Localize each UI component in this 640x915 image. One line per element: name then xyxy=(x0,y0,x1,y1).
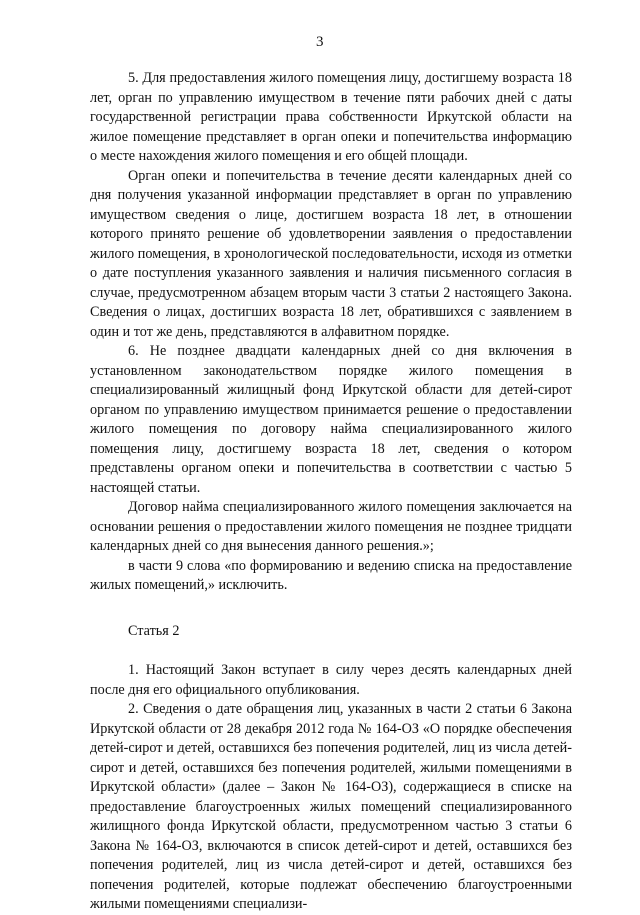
document-body xyxy=(90,69,572,915)
paragraph-part9-amendment: в части 9 слова «по формированию и ведению списка на предоставление жилых помещений,» исключить. xyxy=(90,557,572,593)
page-number: 3 xyxy=(316,34,324,50)
paragraph-guardianship: Орган опеки и попечительства в течение десяти календарных дней со дня получения указанной информации представляет в орган по управлению имуществом сведения о лице, достигшем возраста 18 лет, в отношении которого принято решение об удовлетворении заявления о предоставлении жилого помещения, в хронологической последовательности, исходя из отметки о дате поступления указанного заявления и наличия письменного согласия в случае, предусмотренном абзацем вторым части 3 статьи 2 настоящего Закона. Сведения о лицах, достигших возраста 18 лет, обратившихся с заявлением в один и тот же день, представляются в алфавитном порядке. xyxy=(90,167,572,340)
paragraph-part5: 5. Для предоставления жилого помещения лицу, достигшему возраста 18 лет, орган по управлению имуществом в течение пяти рабочих дней с даты государственной регистрации права собственности Иркутской области на жилое помещение представляет в орган опеки и попечительства информацию о месте нахождения жилого помещения и его общей площади. xyxy=(90,70,572,164)
paragraph-article2-item2: 2. Сведения о дате обращения лиц, указанных в части 2 статьи 6 Закона Иркутской области от 28 декабря 2012 года № 164-ОЗ «О порядке обеспечения детей-сирот и детей, оставшихся без попечения родителей, лиц из числа детей-сирот и детей, оставшихся без попечения родителей, жилыми помещениями в Иркутской области» (далее – Закон № 164-ОЗ), содержащиеся в списке на предоставление благоустроенных жилых помещений специализированного жилищного фонда Иркутской области, предусмотренном частью 3 статьи 6 Закона № 164-ОЗ, включаются в список детей-сирот и детей, оставшихся без попечения родителей, лиц из числа детей-сирот и детей, оставшихся без попечения родителей, которые подлежат обеспечению благоустроенными жилыми помещениями специализи- xyxy=(90,701,572,912)
paragraph-part6: 6. Не позднее двадцати календарных дней со дня включения в установленном законодательством порядке жилого помещения в специализированный жилищный фонд Иркутской области для детей-сирот органом по управлению имуществом принимается решение о предоставлении жилого помещения по договору найма специализированного жилого помещения лицу, достигшему возраста 18 лет, сведения о котором представлены органом опеки и попечительства в соответствии с частью 5 настоящей статьи. xyxy=(90,343,572,496)
article-heading: Статья 2 xyxy=(128,622,180,639)
paragraph-contract: Договор найма специализированного жилого помещения заключается на основании решения о предоставлении жилого помещения не позднее тридцати календарных дней со дня вынесения данного решения.»; xyxy=(90,499,572,554)
paragraph-article2-item1: 1. Настоящий Закон вступает в силу через десять календарных дней после дня его официального опубликования. xyxy=(90,662,572,698)
